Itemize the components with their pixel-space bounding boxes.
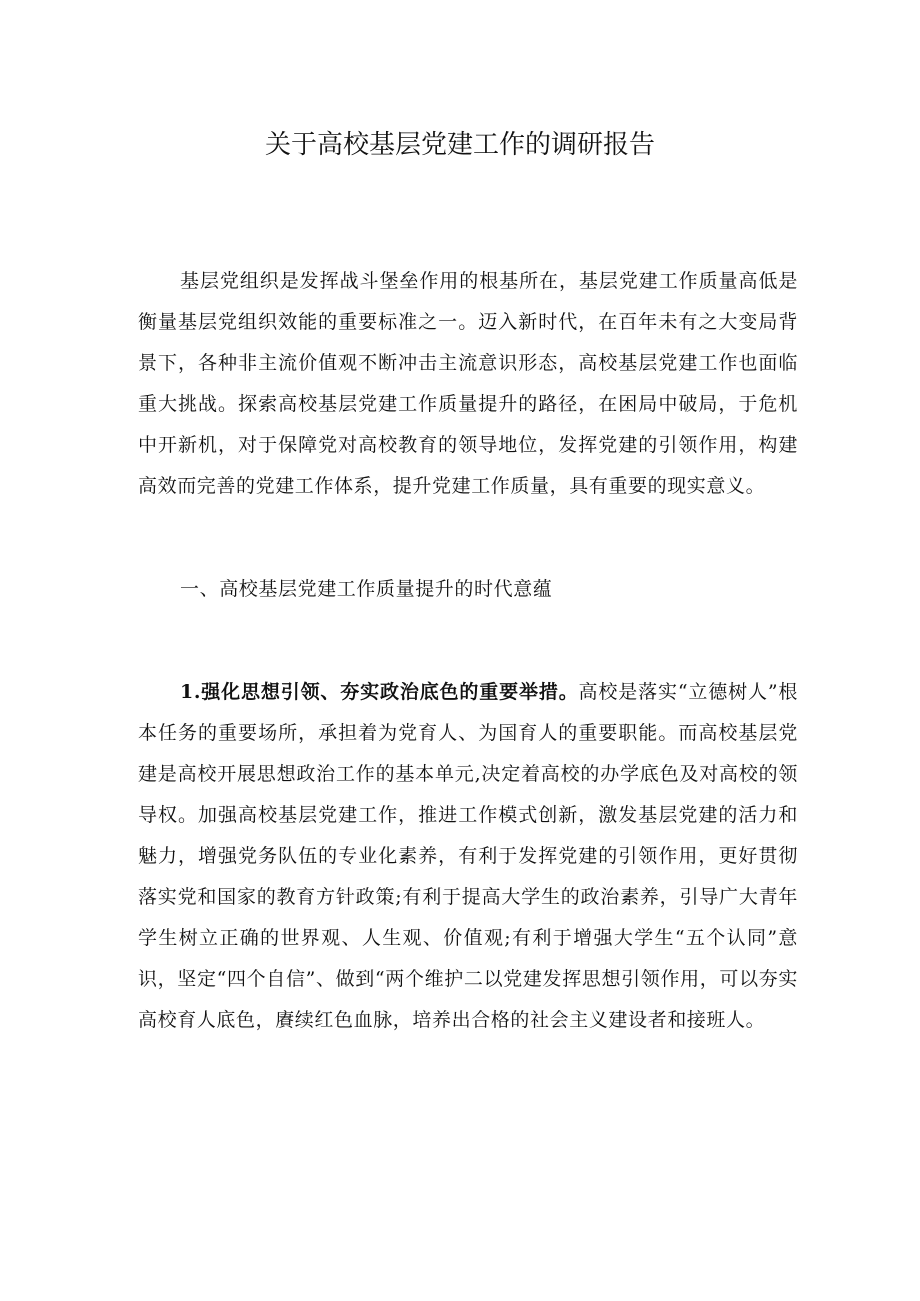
- document-title: 关于高校基层党建工作的调研报告: [264, 130, 655, 160]
- point-1-lead: 1.强化思想引领、夯实政治底色的重要举措。: [180, 681, 579, 703]
- point-1-body: 高校是落实“立德树人”根本任务的重要场所，承担着为党育人、为国育人的重要职能。而高校基层党建是高校开展思想政治工作的基本单元,决定着高校的办学底色及对高校的领导权。加强高校基层党建工作，推进工作模式创新，激发基层党建的活力和魅力，增强党务队伍的专业化素养，有利于发挥党建的引领作用，更好贯彻落实党和国家的教育方针政策;有利于提高大学生的政治素养，引导广大青年学生树立正确的世界观、人生观、价值观;有利于增强大学生“五个认同”意识，坚定“四个自信”、做到“两个维护二以党建发挥思想引领作用，可以夯实高校育人底色，賡续红色血脉，培养出合格的社会主义建设者和接班人。: [138, 681, 798, 1031]
- intro-paragraph: 基层党组织是发挥战斗堡垒作用的根基所在，基层党建工作质量高低是衡量基层党组织效能的重要标准之一。迈入新时代，在百年未有之大变局背景下，各种非主流价值观不断冲击主流意识形态，高校基层党建工作也面临重大挑战。探索高校基层党建工作质量提升的路径，在困局中破局，于危机中开新机，对于保障党对高校教育的领导地位，发挥党建的引领作用，构建高效而完善的党建工作体系，提升党建工作质量，具有重要的现实意义。: [138, 270, 798, 497]
- point-1-paragraph: [138, 672, 798, 1041]
- section-heading: 一、高校基层党建工作质量提升的时代意蕴: [180, 578, 553, 600]
